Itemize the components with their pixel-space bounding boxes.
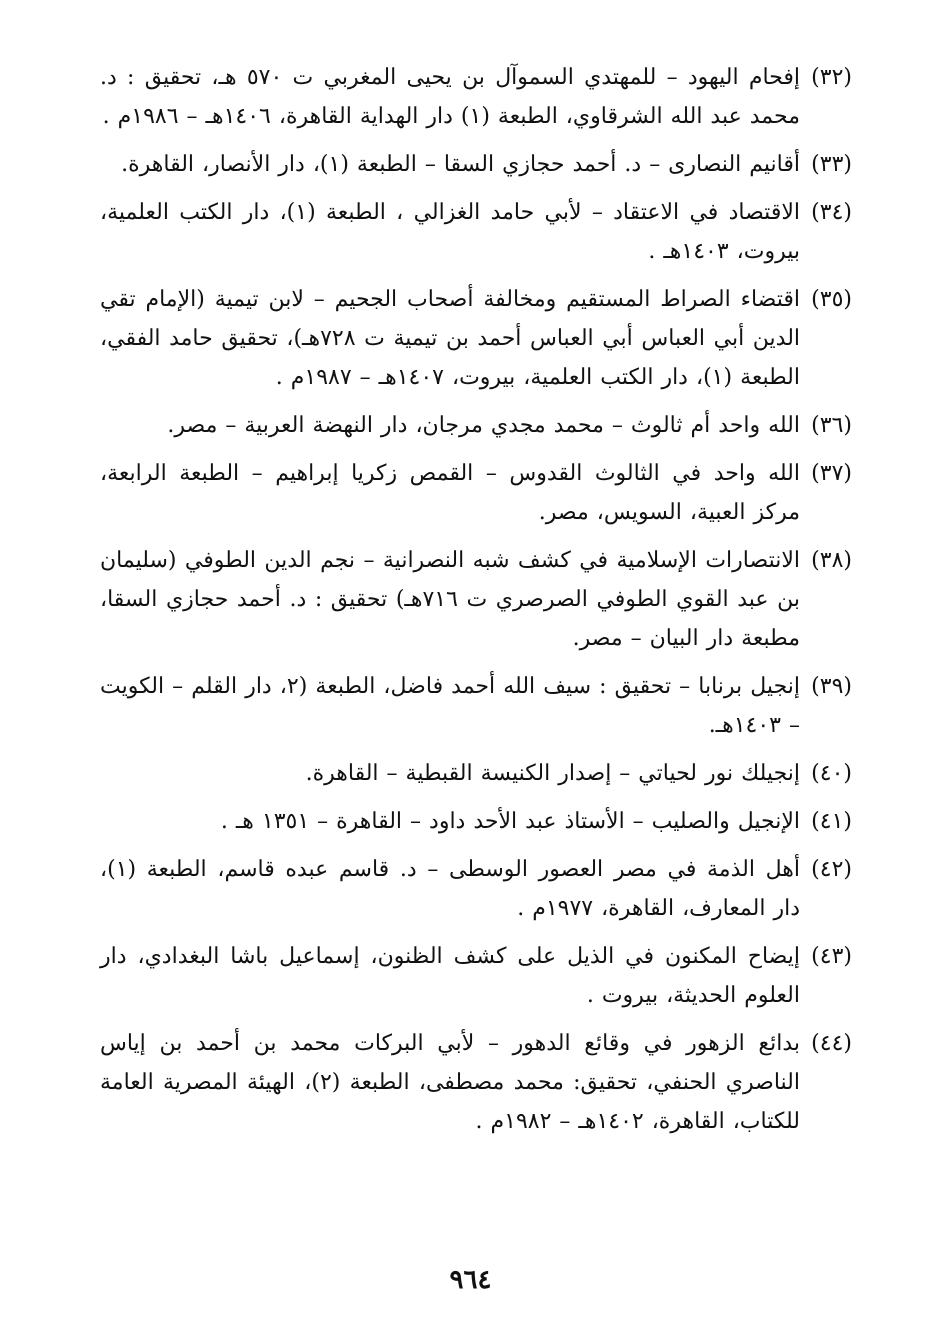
bibliography-entry — [100, 280, 852, 397]
bibliography-list — [100, 58, 852, 1150]
entry-text: الاقتصاد في الاعتقاد – لأبي حامد الغزالي ، الطبعة (١)، دار الكتب العلمية، بيروت، ١٤٠٣هـ . — [100, 200, 800, 264]
entry-text: الله واحد في الثالوث القدوس – القمص زكريا إبراهيم – الطبعة الرابعة، مركز العبية، السويس، مصر. — [100, 461, 800, 525]
entry-text: إيضاح المكنون في الذيل على كشف الظنون، إسماعيل باشا البغدادي، دار العلوم الحديثة، بيروت . — [100, 944, 800, 1008]
entry-number: (٤٣) — [811, 944, 852, 969]
bibliography-entry — [100, 58, 852, 136]
entry-text: بدائع الزهور في وقائع الدهور – لأبي البركات محمد بن أحمد بن إياس الناصري الحنفي، تحقيق: محمد مصطفى، الطبعة (٢)، الهيئة المصرية العامة للكتاب، القاهرة، ١٤٠٢هـ – ١٩٨٢م . — [100, 1031, 800, 1134]
entry-text: إنجيلك نور لحياتي – إصدار الكنيسة القبطية – القاهرة. — [305, 761, 800, 786]
bibliography-entry — [100, 754, 852, 793]
bibliography-entry — [100, 937, 852, 1015]
bibliography-entry — [100, 454, 852, 532]
entry-number: (٤١) — [811, 809, 852, 834]
entry-text: أقانيم النصارى – د. أحمد حجازي السقا – الطبعة (١)، دار الأنصار، القاهرة. — [121, 152, 800, 177]
entry-text: الله واحد أم ثالوث – محمد مجدي مرجان، دار النهضة العربية – مصر. — [167, 413, 800, 438]
entry-text: اقتضاء الصراط المستقيم ومخالفة أصحاب الجحيم – لابن تيمية (الإمام تقي الدين أبي العباس أبي العباس أحمد بن تيمية ت ٧٢٨هـ)، تحقيق حامد الفقي، الطبعة (١)، دار الكتب العلمية، بيروت، ١٤٠٧هـ – ١٩٨٧م . — [100, 287, 801, 390]
page-number: ٩٦٤ — [449, 1265, 492, 1295]
entry-number: (٣٧) — [811, 461, 852, 486]
entry-number: (٤٤) — [811, 1031, 852, 1056]
bibliography-entry — [100, 802, 852, 841]
entry-number: (٣٤) — [811, 200, 852, 225]
entry-number: (٣٣) — [811, 152, 852, 177]
entry-number: (٣٨) — [811, 548, 852, 573]
bibliography-entry — [100, 850, 852, 928]
entry-number: (٤٢) — [811, 857, 852, 882]
entry-text: الإنجيل والصليب – الأستاذ عبد الأحد داود – القاهرة – ١٣٥١ هـ . — [220, 809, 800, 834]
bibliography-entry — [100, 667, 852, 745]
entry-text: أهل الذمة في مصر العصور الوسطى – د. قاسم عبده قاسم، الطبعة (١)، دار المعارف، القاهرة، ١٩٧٧م . — [100, 857, 800, 921]
entry-text: إفحام اليهود – للمهتدي السموآل بن يحيى المغربي ت ٥٧٠ هـ، تحقيق : د. محمد عبد الله الشرقاوي، الطبعة (١) دار الهداية القاهرة، ١٤٠٦هـ – ١٩٨٦م . — [100, 65, 801, 129]
entry-number: (٣٩) — [811, 674, 852, 699]
entry-text: الانتصارات الإسلامية في كشف شبه النصرانية – نجم الدين الطوفي (سليمان بن عبد القوي الطوفي الصرصري ت ٧١٦هـ) تحقيق : د. أحمد حجازي السقا، مطبعة دار البيان – مصر. — [100, 548, 800, 651]
bibliography-entry — [100, 1024, 852, 1141]
bibliography-entry — [100, 541, 852, 658]
entry-number: (٣٥) — [811, 287, 852, 312]
entry-number: (٤٠) — [811, 761, 852, 786]
entry-number: (٣٢) — [811, 65, 852, 90]
bibliography-entry — [100, 145, 852, 184]
entry-number: (٣٦) — [811, 413, 852, 438]
bibliography-entry — [100, 193, 852, 271]
bibliography-entry — [100, 406, 852, 445]
entry-text: إنجيل برنابا – تحقيق : سيف الله أحمد فاضل، الطبعة (٢، دار القلم – الكويت – ١٤٠٣هـ. — [100, 674, 801, 738]
